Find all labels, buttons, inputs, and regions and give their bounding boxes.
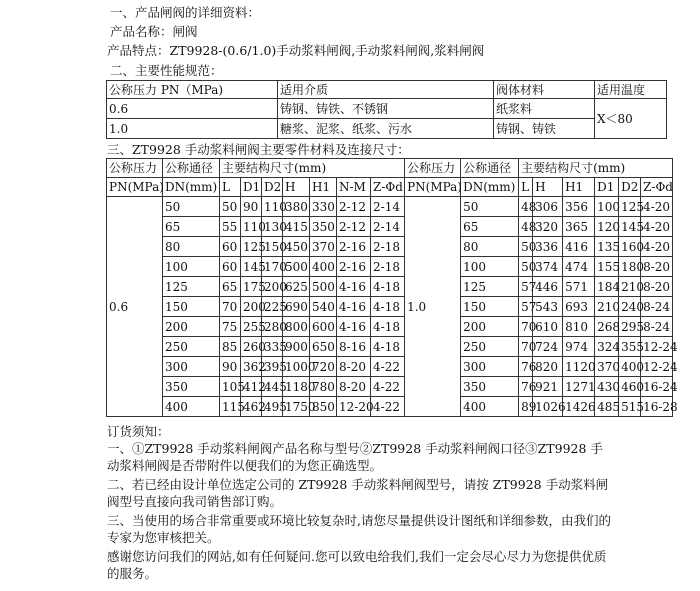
- dimension-table: [106, 158, 678, 417]
- left-dim-value: 4-22: [371, 397, 405, 417]
- left-dim-value: 2-16: [337, 257, 371, 277]
- table-row: [107, 257, 673, 277]
- right-dn-value: 200: [461, 317, 519, 337]
- left-dim-value: 110: [262, 197, 283, 217]
- left-dim-value: 90: [220, 357, 241, 377]
- right-dim-value: 57: [519, 277, 533, 297]
- right-dim-value: 365: [563, 217, 595, 237]
- left-dim-value: 200: [262, 277, 283, 297]
- left-dim-value: 4-18: [371, 277, 405, 297]
- right-dn-value: 350: [461, 377, 519, 397]
- table-row: [107, 297, 673, 317]
- right-dim-value: 460: [619, 377, 641, 397]
- right-dim-value: 57: [519, 297, 533, 317]
- left-dim-value: 1750: [283, 397, 310, 417]
- right-dn-value: 65: [461, 217, 519, 237]
- left-dim-value: 650: [310, 337, 337, 357]
- right-col-header: Z-Φd: [641, 178, 673, 197]
- left-dim-value: 125: [241, 237, 262, 257]
- order-notes-title: 订货须知：: [107, 424, 170, 439]
- left-dim-value: 60: [220, 257, 241, 277]
- left-dim-value: 850: [310, 397, 337, 417]
- right-dim-value: 210: [619, 277, 641, 297]
- left-dim-value: 130: [262, 217, 283, 237]
- right-dim-value: 4-20: [641, 237, 673, 257]
- right-dim-value: 400: [619, 357, 641, 377]
- right-dim-value: 100: [595, 197, 619, 217]
- left-dim-value: 415: [283, 217, 310, 237]
- right-dim-value: 1026: [533, 397, 563, 417]
- right-dim-value: 76: [519, 377, 533, 397]
- spec-cell: 1.0: [107, 119, 278, 139]
- right-dim-value: 145: [619, 217, 641, 237]
- right-dim-value: 374: [533, 257, 563, 277]
- left-dim-value: 462: [241, 397, 262, 417]
- left-dim-value: 2-16: [337, 237, 371, 257]
- right-dim-value: 474: [563, 257, 595, 277]
- left-dim-value: 105: [220, 377, 241, 397]
- right-dim-value: 240: [619, 297, 641, 317]
- right-dim-value: 180: [619, 257, 641, 277]
- section-1-title: 一、产品闸阀的详细资料：: [110, 5, 261, 20]
- left-dim-value: 445: [262, 377, 283, 397]
- right-dim-value: 485: [595, 397, 619, 417]
- left-header-pressure: 公称压力: [107, 159, 163, 178]
- left-dim-value: 70: [220, 297, 241, 317]
- right-dim-value: 693: [563, 297, 595, 317]
- right-dim-value: 8-20: [641, 277, 673, 297]
- right-dim-value: 416: [563, 237, 595, 257]
- left-dim-value: 600: [310, 317, 337, 337]
- left-dim-value: 90: [241, 197, 262, 217]
- left-dim-value: 110: [241, 217, 262, 237]
- right-dim-value: 810: [563, 317, 595, 337]
- left-dn-value: 100: [163, 257, 220, 277]
- right-dim-value: 4-20: [641, 217, 673, 237]
- left-dim-value: 4-18: [371, 317, 405, 337]
- right-dim-value: 355: [619, 337, 641, 357]
- right-dim-value: 610: [533, 317, 563, 337]
- left-dim-value: 625: [283, 277, 310, 297]
- product-name: 产品名称：闸阀: [110, 24, 198, 39]
- spec-cell-temperature: X＜80: [595, 99, 667, 139]
- left-dim-value: 55: [220, 217, 241, 237]
- product-feature: 产品特点：ZT9928-(0.6/1.0)手动浆料闸阀,手动浆料闸阀,浆料闸阀: [107, 43, 485, 58]
- right-dim-value: 974: [563, 337, 595, 357]
- right-dim-value: 8-24: [641, 297, 673, 317]
- left-dim-value: 330: [310, 197, 337, 217]
- left-dn-value: 125: [163, 277, 220, 297]
- spec-header-pressure: 公称压力 PN（MPa): [107, 81, 278, 99]
- left-dim-value: 145: [241, 257, 262, 277]
- left-header-dimensions: 主要结构尺寸(mm): [220, 159, 405, 178]
- right-col-header: D2: [619, 178, 641, 197]
- left-dn-value: 400: [163, 397, 220, 417]
- right-dim-value: 50: [519, 237, 533, 257]
- left-dim-value: 800: [283, 317, 310, 337]
- right-header-dimensions: 主要结构尺寸(mm): [519, 159, 673, 178]
- left-dn-value: 80: [163, 237, 220, 257]
- table-row: [107, 397, 673, 417]
- left-dim-value: 395: [262, 357, 283, 377]
- left-dim-value: 720: [310, 357, 337, 377]
- right-dim-value: 48: [519, 217, 533, 237]
- right-dim-value: 4-20: [641, 197, 673, 217]
- right-dim-value: 70: [519, 317, 533, 337]
- right-dim-value: 70: [519, 337, 533, 357]
- left-dim-value: 255: [241, 317, 262, 337]
- left-dim-value: 65: [220, 277, 241, 297]
- right-dim-value: 1271: [563, 377, 595, 397]
- left-col-header: N-M: [337, 178, 371, 197]
- left-dim-value: 495: [262, 397, 283, 417]
- right-dim-value: 370: [595, 357, 619, 377]
- right-dn-value: 125: [461, 277, 519, 297]
- left-dim-value: 412: [241, 377, 262, 397]
- left-dim-value: 690: [283, 297, 310, 317]
- left-dim-value: 380: [283, 197, 310, 217]
- right-dim-value: 76: [519, 357, 533, 377]
- order-note-4: 感谢您访问我们的网站,如有任何疑问.您可以致电给我们,我们一定会尽心尽力为您提供优质的服务。: [107, 549, 607, 581]
- right-dim-value: 324: [595, 337, 619, 357]
- order-note-3: 三、当使用的场合非常重要或环境比较复杂时,请您尽量提供设计图纸和详细参数，由我们的专家为您审核把关。: [107, 513, 611, 545]
- right-header-dn: 公称通径: [461, 159, 519, 178]
- spec-header-temperature: 适用温度: [595, 81, 667, 99]
- left-header-dn-unit: DN(mm): [163, 178, 220, 197]
- right-dim-value: 320: [533, 217, 563, 237]
- spec-table: [106, 80, 667, 139]
- left-dim-value: 60: [220, 237, 241, 257]
- right-dim-value: 8-24: [641, 317, 673, 337]
- right-dim-value: 184: [595, 277, 619, 297]
- right-dim-value: 921: [533, 377, 563, 397]
- right-header-pn-unit: PN(MPa): [405, 178, 461, 197]
- right-dim-value: 16-28: [641, 397, 673, 417]
- right-dim-value: 48: [519, 197, 533, 217]
- right-header-pressure: 公称压力: [405, 159, 461, 178]
- left-dn-value: 150: [163, 297, 220, 317]
- left-dim-value: 4-22: [371, 377, 405, 397]
- right-dim-value: 446: [533, 277, 563, 297]
- table-row: [107, 197, 673, 217]
- left-dim-value: 4-22: [371, 357, 405, 377]
- left-dim-value: 1000: [283, 357, 310, 377]
- right-col-header: D1: [595, 178, 619, 197]
- left-dim-value: 225: [262, 297, 283, 317]
- right-dim-value: 1120: [563, 357, 595, 377]
- table-row: [107, 277, 673, 297]
- left-dim-value: 175: [241, 277, 262, 297]
- left-dim-value: 4-16: [337, 297, 371, 317]
- left-dim-value: 75: [220, 317, 241, 337]
- spec-cell: 糖浆、泥浆、纸浆、污水: [278, 119, 494, 139]
- right-col-header: H1: [563, 178, 595, 197]
- right-dim-value: 268: [595, 317, 619, 337]
- right-dim-value: 336: [533, 237, 563, 257]
- left-dim-value: 362: [241, 357, 262, 377]
- right-dim-value: 515: [619, 397, 641, 417]
- left-dim-value: 260: [241, 337, 262, 357]
- right-col-header: L: [519, 178, 533, 197]
- right-dim-value: 210: [595, 297, 619, 317]
- right-dn-value: 400: [461, 397, 519, 417]
- left-dim-value: 4-16: [337, 317, 371, 337]
- table-row: [107, 237, 673, 257]
- left-dim-value: 115: [220, 397, 241, 417]
- left-dim-value: 540: [310, 297, 337, 317]
- left-dim-value: 2-14: [371, 217, 405, 237]
- left-dim-value: 370: [310, 237, 337, 257]
- left-col-header: H: [283, 178, 310, 197]
- right-dn-value: 250: [461, 337, 519, 357]
- left-pressure-value: 0.6: [107, 197, 163, 417]
- order-note-2: 二、若已经由设计单位选定公司的 ZT9928 手动浆料闸阀型号，请按 ZT9928 手动浆料闸阀型号直接向我司销售部订购。: [107, 477, 609, 509]
- table-row: [107, 337, 673, 357]
- table-row: [107, 317, 673, 337]
- spec-header-medium: 适用介质: [278, 81, 494, 99]
- left-dim-value: 170: [262, 257, 283, 277]
- spec-cell: 纸浆料: [494, 99, 595, 119]
- right-dim-value: 724: [533, 337, 563, 357]
- left-dim-value: 8-16: [337, 337, 371, 357]
- right-dim-value: 356: [563, 197, 595, 217]
- left-dim-value: 500: [310, 277, 337, 297]
- left-header-pn-unit: PN(MPa): [107, 178, 163, 197]
- left-dim-value: 335: [262, 337, 283, 357]
- right-dim-value: 50: [519, 257, 533, 277]
- right-dn-value: 100: [461, 257, 519, 277]
- spec-cell: 0.6: [107, 99, 278, 119]
- right-dn-value: 300: [461, 357, 519, 377]
- right-dim-value: 135: [595, 237, 619, 257]
- left-dim-value: 4-18: [371, 337, 405, 357]
- spec-cell: 铸钢、铸铁、不锈钢: [278, 99, 494, 119]
- left-dn-value: 200: [163, 317, 220, 337]
- left-col-header: L: [220, 178, 241, 197]
- left-dim-value: 450: [283, 237, 310, 257]
- left-dim-value: 2-12: [337, 217, 371, 237]
- left-dim-value: 2-18: [371, 237, 405, 257]
- right-dn-value: 50: [461, 197, 519, 217]
- right-dim-value: 120: [595, 217, 619, 237]
- left-dim-value: 2-18: [371, 257, 405, 277]
- right-dim-value: 12-24: [641, 357, 673, 377]
- left-dim-value: 1180: [283, 377, 310, 397]
- left-dim-value: 280: [262, 317, 283, 337]
- table-row: [107, 217, 673, 237]
- table-row: [107, 377, 673, 397]
- left-dim-value: 50: [220, 197, 241, 217]
- right-header-dn-unit: DN(mm): [461, 178, 519, 197]
- order-note-1: 一、①ZT9928 手动浆料闸阀产品名称与型号②ZT9928 手动浆料闸阀口径③ZT9928 手动浆料闸阀是否带附件以便我们的为您正确选型。: [107, 441, 603, 473]
- section-2-title: 二、主要性能规范：: [110, 63, 223, 78]
- section-3-title: 三、ZT9928 手动浆料闸阀主要零件材料及连接尺寸：: [107, 142, 410, 157]
- left-dim-value: 2-14: [371, 197, 405, 217]
- left-dim-value: 4-18: [371, 297, 405, 317]
- left-col-header: Z-Φd: [371, 178, 405, 197]
- left-dim-value: 12-20: [337, 397, 371, 417]
- left-dim-value: 8-20: [337, 377, 371, 397]
- left-dim-value: 2-12: [337, 197, 371, 217]
- left-dim-value: 8-20: [337, 357, 371, 377]
- spec-cell: 铸钢、铸铁: [494, 119, 595, 139]
- left-dim-value: 400: [310, 257, 337, 277]
- left-dn-value: 50: [163, 197, 220, 217]
- right-dim-value: 89: [519, 397, 533, 417]
- left-dim-value: 780: [310, 377, 337, 397]
- right-dim-value: 430: [595, 377, 619, 397]
- left-dn-value: 65: [163, 217, 220, 237]
- right-dim-value: 820: [533, 357, 563, 377]
- right-dim-value: 8-20: [641, 257, 673, 277]
- left-col-header: D1: [241, 178, 262, 197]
- left-dn-value: 300: [163, 357, 220, 377]
- left-col-header: H1: [310, 178, 337, 197]
- spec-header-material: 阀体材料: [494, 81, 595, 99]
- left-col-header: D2: [262, 178, 283, 197]
- right-dim-value: 295: [619, 317, 641, 337]
- right-dim-value: 1426: [563, 397, 595, 417]
- left-dn-value: 250: [163, 337, 220, 357]
- right-col-header: H: [533, 178, 563, 197]
- right-pressure-value: 1.0: [405, 197, 461, 417]
- right-dim-value: 160: [619, 237, 641, 257]
- left-dim-value: 900: [283, 337, 310, 357]
- right-dim-value: 16-24: [641, 377, 673, 397]
- left-dn-value: 350: [163, 377, 220, 397]
- right-dim-value: 306: [533, 197, 563, 217]
- right-dim-value: 12-24: [641, 337, 673, 357]
- left-dim-value: 200: [241, 297, 262, 317]
- left-dim-value: 500: [283, 257, 310, 277]
- table-row: [107, 357, 673, 377]
- right-dim-value: 571: [563, 277, 595, 297]
- left-dim-value: 150: [262, 237, 283, 257]
- right-dim-value: 125: [619, 197, 641, 217]
- right-dn-value: 80: [461, 237, 519, 257]
- left-dim-value: 350: [310, 217, 337, 237]
- right-dim-value: 543: [533, 297, 563, 317]
- right-dn-value: 150: [461, 297, 519, 317]
- left-header-dn: 公称通径: [163, 159, 220, 178]
- right-dim-value: 155: [595, 257, 619, 277]
- left-dim-value: 4-16: [337, 277, 371, 297]
- left-dim-value: 85: [220, 337, 241, 357]
